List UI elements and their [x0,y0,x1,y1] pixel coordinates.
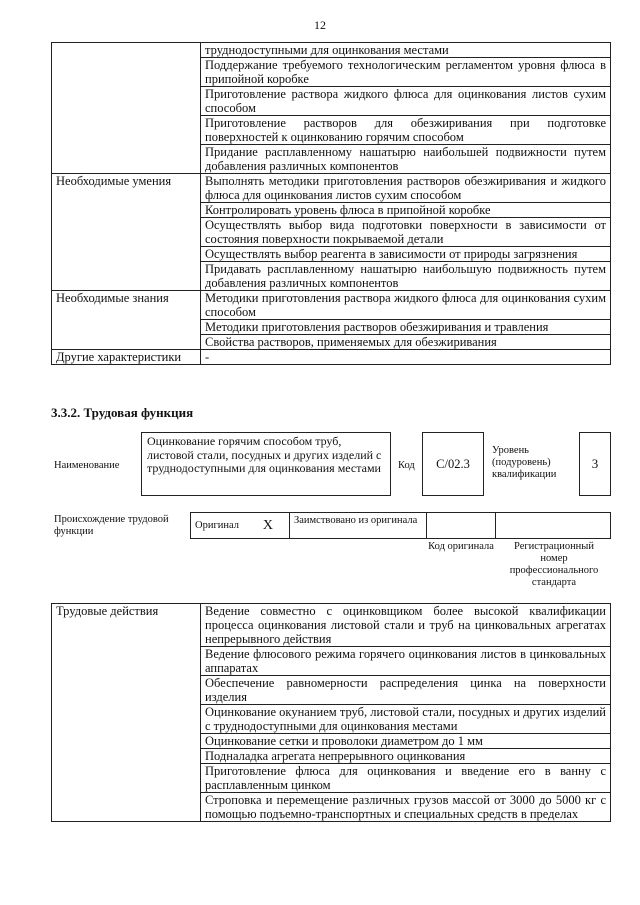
code-value-box: С/02.3 [422,432,484,496]
table-row [52,291,611,320]
name-label: Наименование [54,460,120,471]
table-cell: Строповка и перемещение различных грузов массой от 3000 до 5000 кг с помощью подъемно-транспортных и специальных средств в пределах [201,793,611,822]
table-cell: Придавать расплавленному нашатырю наибольшую подвижность путем добавления различных компонентов [201,262,611,291]
origin-mark: X [262,517,273,533]
table-row [52,43,611,58]
table-cell: Поддержание требуемого технологическим регламентом уровня флюса в припойной коробке [201,58,611,87]
table-cell: Приготовление растворов для обезжиривания при подготовке поверхностей к оцинкованию горячим способом [201,116,611,145]
table-cell: Оцинкование сетки и проволоки диаметром до 1 мм [201,734,611,749]
labor-actions-table [51,603,611,822]
table-cell: Приготовление флюса для оцинкования и введение его в ванну с расплавленным цинком [201,764,611,793]
function-name-box: Оцинкование горячим способом труб, листовой стали, посудных и других изделий с труднодоступными для оцинкования местами [141,432,391,496]
table-cell: Придание расплавленному нашатырю наибольшей подвижности путем добавления различных компонентов [201,145,611,174]
origin-borrowed-cell: Заимствовано из оригинала [289,512,427,539]
table-cell: Ведение флюсового режима горячего оцинкования листов в цинковальных аппаратах [201,647,611,676]
table-cell: Свойства растворов, применяемых для обезжиривания [201,335,611,350]
origin-row [190,512,611,539]
table-row [52,350,611,365]
level-value-box: 3 [579,432,611,496]
section-heading: 3.3.2. Трудовая функция [51,405,194,420]
origin-label: Происхождение трудовой функции [54,514,169,537]
row-label [52,43,201,174]
table-row [52,174,611,203]
table-row [52,604,611,647]
table-cell: Контролировать уровень флюса в припойной коробке [201,203,611,218]
skills-table [51,42,611,365]
origin-code-cell [426,512,496,539]
table-cell: труднодоступными для оцинкования местами [201,43,611,58]
table-cell: Осуществлять выбор вида подготовки поверхности в зависимости от состояния поверхности покрываемой детали [201,218,611,247]
origin-reg-cell [495,512,611,539]
table-cell: Ведение совместно с оцинковщиком более высокой квалификации процесса оцинкования листовой стали и труб на цинковальных агрегатах непрерывного действия [201,604,611,647]
origin-original-cell [190,512,290,539]
table-cell: Методики приготовления раствора жидкого флюса для оцинкования сухим способом [201,291,611,320]
table-cell: Обеспечение равномерности распределения цинка на поверхности изделия [201,676,611,705]
table-cell: Осуществлять выбор реагента в зависимости от природы загрязнения [201,247,611,262]
row-label: Другие характеристики [52,350,201,365]
page-number: 12 [314,18,326,32]
table-cell: - [201,350,611,365]
table-cell: Оцинкование окунанием труб, листовой стали, посудных и других изделий с труднодоступными для оцинкования местами [201,705,611,734]
table-cell: Методики приготовления растворов обезжиривания и травления [201,320,611,335]
table-cell: Приготовление раствора жидкого флюса для оцинкования листов сухим способом [201,87,611,116]
origin-reg-caption: Регистрационный номер профессионального стандарта [509,541,599,588]
row-label: Необходимые знания [52,291,201,350]
table-cell: Подналадка агрегата непрерывного оцинкования [201,749,611,764]
table-cell: Выполнять методики приготовления растворов обезжиривания и жидкого флюса для оцинкования листов сухим способом [201,174,611,203]
origin-code-caption: Код оригинала [428,541,494,552]
origin-original-label: Оригинал [195,519,239,531]
row-label: Необходимые умения [52,174,201,291]
code-label: Код [398,460,415,471]
row-label: Трудовые действия [52,604,201,822]
level-label: Уровень (подуровень) квалификации [492,445,557,480]
